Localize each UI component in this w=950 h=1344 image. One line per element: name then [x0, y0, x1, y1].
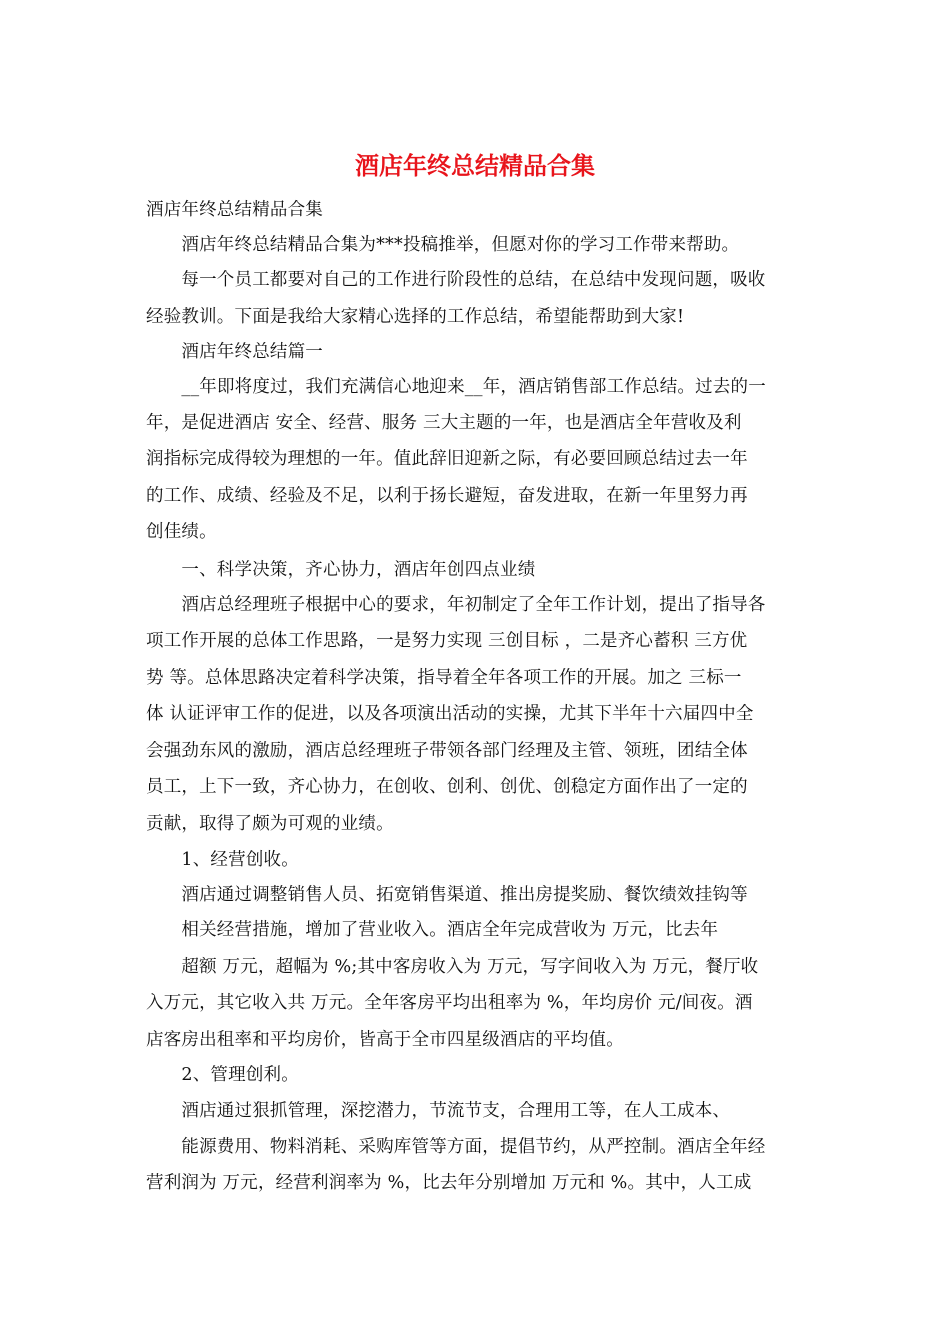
text-line: 酒店年终总结精品合集 — [146, 200, 323, 220]
text-line: 每一个员工都要对自己的工作进行阶段性的总结，在总结中发现问题，吸收 — [146, 270, 766, 290]
text-line: 会强劲东风的激励，酒店总经理班子带领各部门经理及主管、领班，团结全体 — [146, 741, 748, 761]
text-line: __年即将度过，我们充满信心地迎来__年，酒店销售部工作总结。过去的一 — [146, 377, 766, 397]
text-line: 1、经营创收。 — [146, 850, 299, 870]
text-line: 酒店通过调整销售人员、拓宽销售渠道、推出房提奖励、餐饮绩效挂钩等 — [146, 885, 748, 905]
document-title: 酒店年终总结精品合集 — [355, 151, 595, 180]
text-line: 年，是促进酒店 安全、经营、服务 三大主题的一年，也是酒店全年营收及利 — [146, 413, 742, 433]
text-line: 一、科学决策，齐心协力，酒店年创四点业绩 — [146, 560, 536, 580]
text-line: 经验教训。下面是我给大家精心选择的工作总结，希望能帮助到大家! — [146, 307, 685, 327]
text-line: 酒店通过狠抓管理，深挖潜力，节流节支，合理用工等，在人工成本、 — [146, 1101, 731, 1121]
text-line: 酒店年终总结精品合集为***投稿推举，但愿对你的学习工作带来帮助。 — [146, 235, 740, 255]
text-line: 酒店总经理班子根据中心的要求，年初制定了全年工作计划，提出了指导各 — [146, 595, 766, 615]
text-line: 2、管理创利。 — [146, 1065, 299, 1085]
text-line: 创佳绩。 — [146, 522, 217, 542]
text-line: 超额 万元，超幅为 %;其中客房收入为 万元，写字间收入为 万元，餐厅收 — [146, 957, 759, 977]
text-line: 员工，上下一致，齐心协力，在创收、创利、创优、创稳定方面作出了一定的 — [146, 777, 748, 797]
text-line: 入万元，其它收入共 万元。全年客房平均出租率为 %，年均房价 元/间夜。酒 — [146, 993, 753, 1013]
text-line: 体 认证评审工作的促进，以及各项演出活动的实操，尤其下半年十六届四中全 — [146, 704, 754, 724]
text-line: 能源费用、物料消耗、采购库管等方面，提倡节约，从严控制。酒店全年经 — [146, 1137, 766, 1157]
text-line: 贡献，取得了颇为可观的业绩。 — [146, 814, 394, 834]
text-line: 店客房出租率和平均房价，皆高于全市四星级酒店的平均值。 — [146, 1030, 624, 1050]
text-line: 营利润为 万元，经营利润率为 %，比去年分别增加 万元和 %。其中，人工成 — [146, 1173, 752, 1193]
text-line: 项工作开展的总体工作思路，一是努力实现 三创目标 ，二是齐心蓄积 三方优 — [146, 631, 748, 651]
text-line: 势 等。总体思路决定着科学决策，指导着全年各项工作的开展。加之 三标一 — [146, 668, 742, 688]
text-line: 润指标完成得较为理想的一年。值此辞旧迎新之际，有必要回顾总结过去一年 — [146, 449, 748, 469]
text-line: 相关经营措施，增加了营业收入。酒店全年完成营收为 万元，比去年 — [146, 920, 719, 940]
text-line: 酒店年终总结篇一 — [146, 342, 323, 362]
text-line: 的工作、成绩、经验及不足，以利于扬长避短，奋发进取，在新一年里努力再 — [146, 486, 748, 506]
